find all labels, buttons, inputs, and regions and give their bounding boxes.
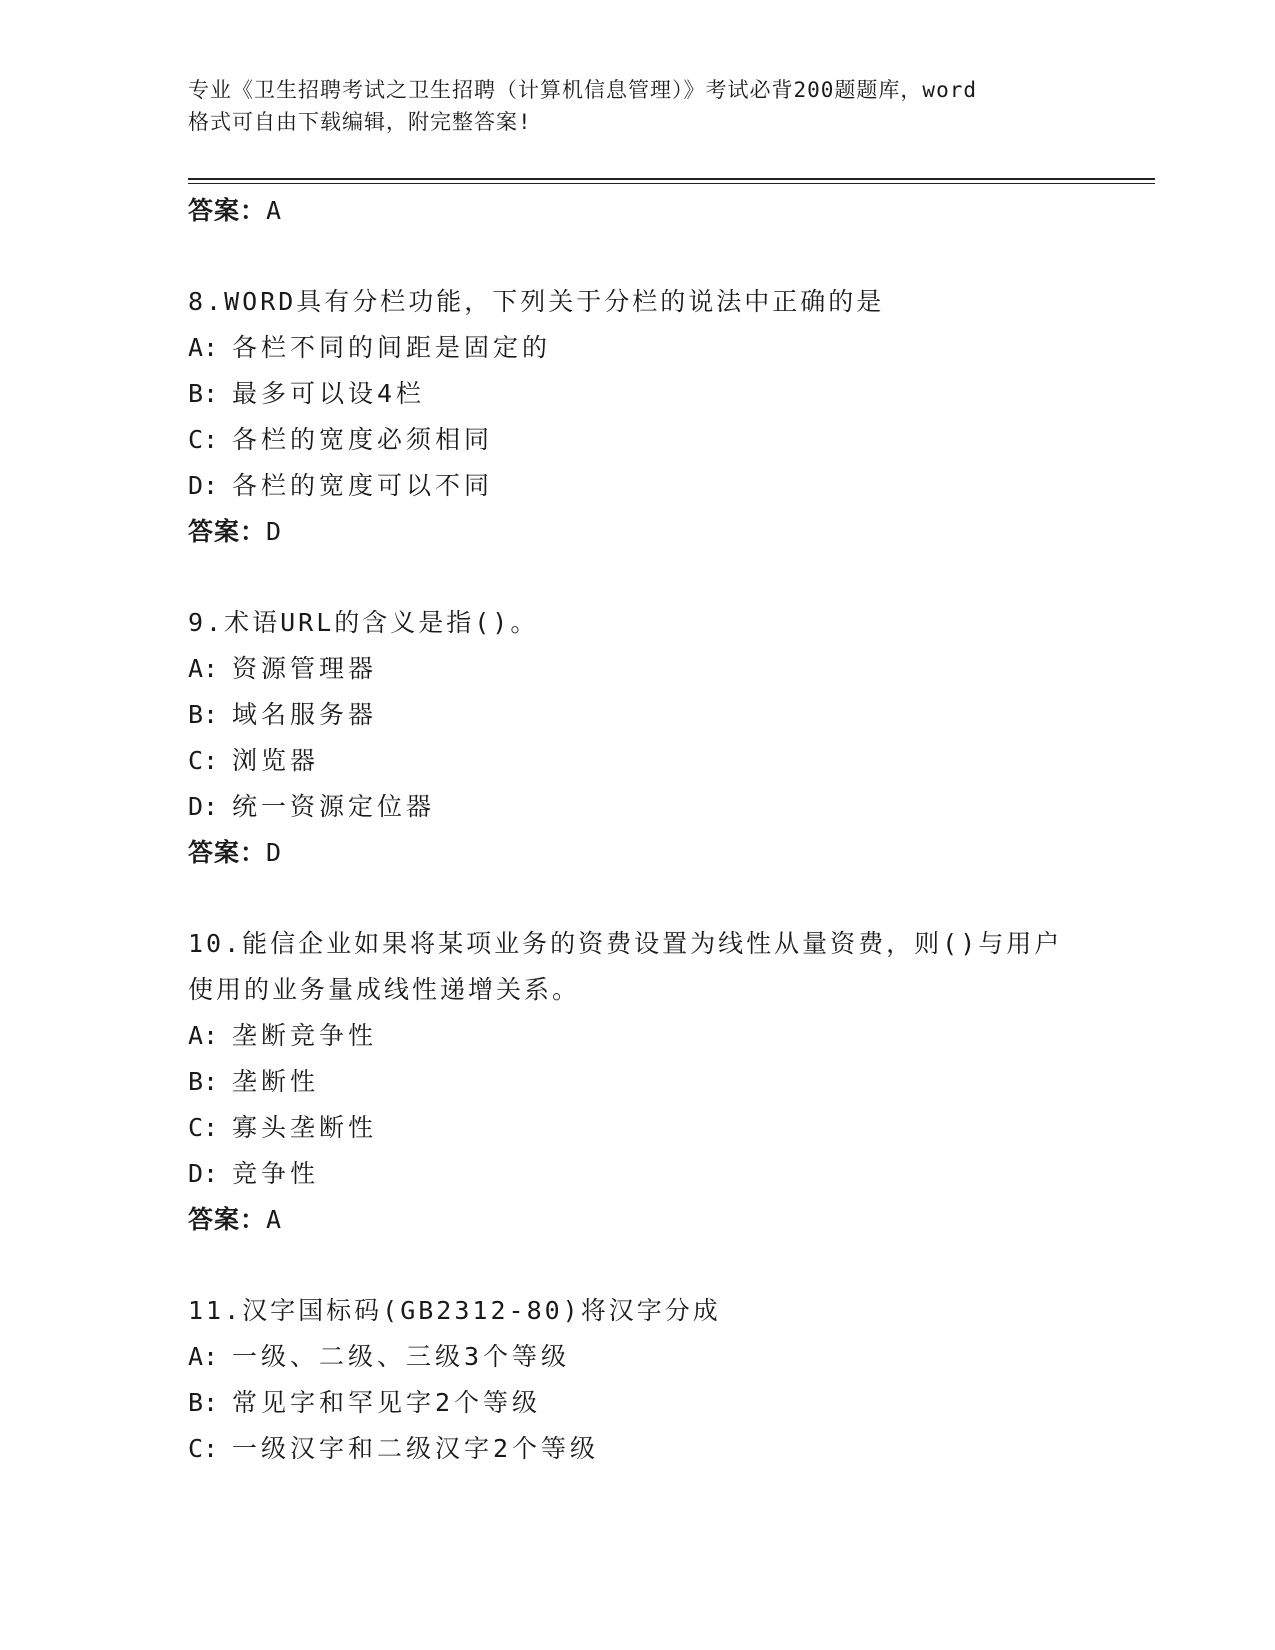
option-text: 常见字和罕见字2个等级: [232, 1388, 542, 1417]
option-b: [188, 1059, 1088, 1105]
option-c: [188, 417, 1088, 463]
option-key: A:: [188, 1021, 219, 1050]
question-8: [188, 279, 1088, 555]
option-text: 最多可以设4栏: [232, 379, 426, 408]
option-d: [188, 784, 1088, 830]
option-key: B:: [188, 700, 219, 729]
header-line-2: 格式可自由下载编辑，附完整答案!: [188, 110, 532, 134]
option-text: 一级、二级、三级3个等级: [232, 1342, 571, 1371]
option-text: 一级汉字和二级汉字2个等级: [232, 1434, 600, 1463]
option-c: [188, 1105, 1088, 1151]
option-text: 浏览器: [232, 746, 320, 775]
option-d: [188, 1151, 1088, 1197]
option-key: A:: [188, 333, 219, 362]
answer-value: D: [266, 838, 283, 867]
option-text: 资源管理器: [232, 654, 378, 683]
option-a: [188, 325, 1088, 371]
answer-line: [188, 509, 1088, 555]
option-c: [188, 738, 1088, 784]
option-text: 统一资源定位器: [232, 792, 436, 821]
question-11: [188, 1288, 1088, 1472]
option-key: C:: [188, 425, 219, 454]
answer-line-prev: [188, 188, 1088, 234]
option-key: B:: [188, 1388, 219, 1417]
option-b: [188, 692, 1088, 738]
question-text: 8.WORD具有分栏功能，下列关于分栏的说法中正确的是: [188, 287, 885, 316]
option-text: 域名服务器: [232, 700, 378, 729]
question-text: 11.汉字国标码(GB2312-80)将汉字分成: [188, 1296, 721, 1325]
option-text: 垄断性: [232, 1067, 320, 1096]
answer-line: [188, 1197, 1088, 1243]
option-text: 各栏的宽度可以不同: [232, 471, 494, 500]
option-a: [188, 1013, 1088, 1059]
answer-label: 答案：: [188, 517, 267, 546]
option-key: A:: [188, 654, 219, 683]
option-a: [188, 646, 1088, 692]
header-divider-thin: [188, 183, 1155, 184]
option-text: 各栏不同的间距是固定的: [232, 333, 552, 362]
option-key: D:: [188, 792, 219, 821]
option-key: B:: [188, 379, 219, 408]
option-text: 寡头垄断性: [232, 1113, 378, 1142]
question-text: 9.术语URL的含义是指()。: [188, 608, 539, 637]
option-c: [188, 1426, 1088, 1472]
answer-label: 答案：: [188, 1205, 267, 1234]
answer-label: 答案：: [188, 196, 267, 225]
question-9: [188, 600, 1088, 876]
option-a: [188, 1334, 1088, 1380]
answer-value: A: [266, 1205, 283, 1234]
option-text: 垄断竞争性: [232, 1021, 378, 1050]
option-key: D:: [188, 471, 219, 500]
option-b: [188, 1380, 1088, 1426]
option-key: C:: [188, 1434, 219, 1463]
question-text: 10.能信企业如果将某项业务的资费设置为线性从量资费，则()与用户使用的业务量成线性递增关系。: [188, 929, 1063, 1004]
answer-label: 答案：: [188, 838, 267, 867]
option-text: 各栏的宽度必须相同: [232, 425, 494, 454]
answer-value: D: [266, 517, 283, 546]
option-key: C:: [188, 1113, 219, 1142]
header-line-1: 专业《卫生招聘考试之卫生招聘（计算机信息管理）》考试必背200题题库，word: [188, 78, 977, 102]
option-d: [188, 463, 1088, 509]
option-key: D:: [188, 1159, 219, 1188]
question-list: [188, 188, 1088, 1472]
option-key: A:: [188, 1342, 219, 1371]
header-divider-thick: [188, 178, 1155, 180]
document-header: [188, 74, 1088, 138]
option-key: B:: [188, 1067, 219, 1096]
answer-line: [188, 830, 1088, 876]
option-key: C:: [188, 746, 219, 775]
question-10: [188, 921, 1088, 1243]
option-b: [188, 371, 1088, 417]
option-text: 竞争性: [232, 1159, 320, 1188]
answer-value: A: [266, 196, 283, 225]
